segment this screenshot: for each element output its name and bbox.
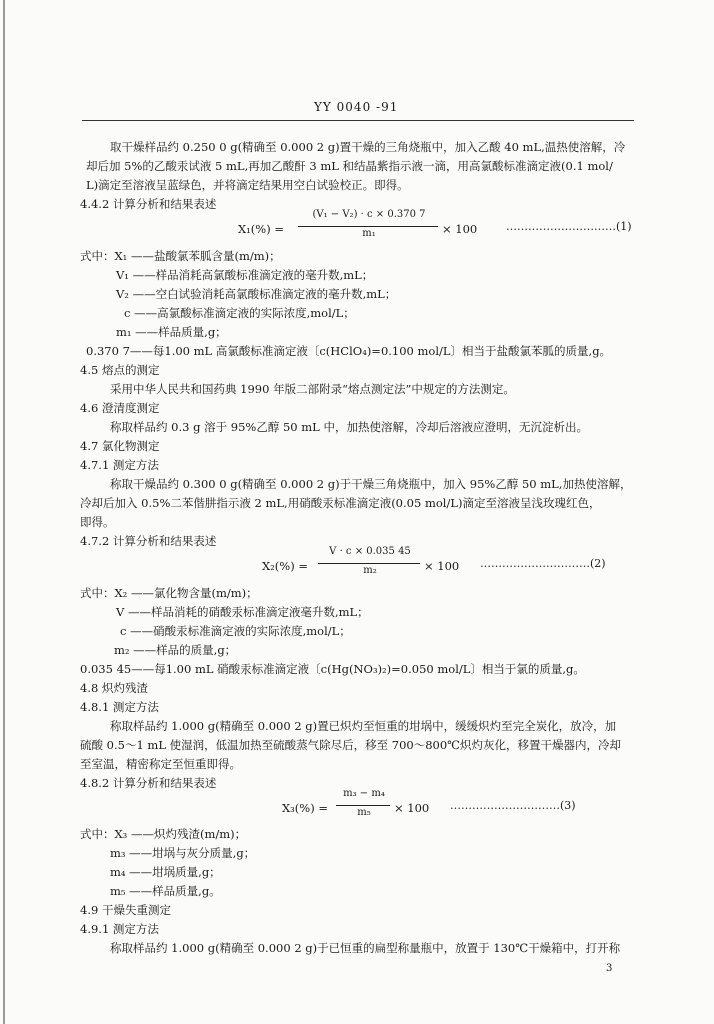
variable-def: 式中：X₃ ——炽灼残渣(m/m)； [80,827,247,841]
para-line: 称取样品约 1.000 g(精确至 0.000 2 g)于已恒重的扁型称量瓶中，放置于 130℃干燥箱中，打开称 [110,941,621,955]
variable-def: 式中：X₂ ——氯化物含量(m/m)； [80,586,258,600]
variable-def: 0.035 45——每1.00 mL 硝酸汞标准滴定液〔c(Hg(NO₃)₂)=0.050 mol/L〕相当于氯的质量,g。 [80,662,585,676]
page-number: 3 [606,963,613,974]
para-line: 称取样品约 1.000 g(精确至 0.000 2 g)置已炽灼至恒重的坩埚中，缓缓炽灼至完全炭化，放冷，加 [110,719,617,733]
variable-def: m₃ ——坩埚与灰分质量,g； [110,846,256,860]
equation-rhs: × 100 [394,801,430,815]
equation-denominator: m₅ [357,807,371,818]
variable-def: m₄ ——坩埚质量,g； [110,865,221,879]
equation-rhs: × 100 [424,559,460,573]
para-line: 取干燥样品约 0.250 0 g(精确至 0.000 2 g)置干燥的三角烧瓶中，加入乙酸 40 mL,温热使溶解，冷 [110,140,626,154]
section-heading: 4.9 干燥失重测定 [80,903,171,917]
para-line: 冷却后加入 0.5%二苯偕肼指示液 2 mL,用硝酸汞标准滴定液(0.05 mol/L)滴定至溶液呈浅玫瑰红色， [80,496,601,510]
variable-def: 0.370 7——每1.00 mL 高氯酸标准滴定液〔c(HClO₄)=0.100 mol/L〕相当于盐酸氯苯胍的质量,g。 [86,344,612,358]
section-heading: 4.4.2 计算分析和结果表述 [80,197,217,211]
section-heading: 4.6 澄清度测定 [80,401,160,415]
equation-denominator: m₁ [362,228,376,239]
equation-denominator: m₂ [363,565,377,576]
equation-numerator: V · c × 0.035 45 [329,546,411,557]
equation-numerator: m₃ − m₄ [343,788,385,799]
para-line: 即得。 [80,515,115,529]
variable-def: 式中：X₁ ——盐酸氯苯胍含量(m/m)； [80,249,281,263]
para-line: 采用中华人民共和国药典 1990 年版二部附录“熔点测定法”中规定的方法测定。 [110,382,515,396]
section-heading: 4.8.2 计算分析和结果表述 [80,776,217,790]
fraction-bar [318,563,420,564]
section-heading: 4.8.1 测定方法 [80,700,159,714]
section-heading: 4.5 熔点的测定 [80,363,160,377]
equation-number: …………………………(2) [480,557,606,570]
variable-def: m₁ ——样品质量,g； [116,325,227,339]
variable-def: V ——样品消耗的硝酸汞标准滴定液毫升数,mL； [116,605,369,619]
fraction-bar [298,226,438,227]
section-heading: 4.7.1 测定方法 [80,458,159,472]
equation-number: …………………………(3) [450,799,576,812]
variable-def: c ——高氯酸标准滴定液的实际浓度,mol/L； [124,306,355,320]
equation-number: …………………………(1) [506,220,632,233]
variable-def: V₂ ——空白试验消耗高氯酸标准滴定液的毫升数,mL； [116,287,397,301]
header-rule [82,120,634,121]
section-heading: 4.9.1 测定方法 [80,922,159,936]
section-heading: 4.7.2 计算分析和结果表述 [80,534,217,548]
equation-lhs: X₂(%) = [262,559,308,573]
variable-def: m₂ ——样品的质量,g； [114,643,237,657]
para-line: 硫酸 0.5～1 mL 使湿润，低温加热至硫酸蒸气除尽后，移至 700～800℃炽灼灰化，移置干燥器内，冷却 [80,738,622,752]
equation-rhs: × 100 [442,222,478,236]
fraction-bar [336,805,390,806]
para-line: 称取干燥品约 0.300 0 g(精确至 0.000 2 g)于干燥三角烧瓶中，加入 95%乙醇 50 mL,加热使溶解， [110,477,632,491]
equation-lhs: X₁(%) = [238,222,284,236]
variable-def: V₁ ——样品消耗高氯酸标准滴定液的毫升数,mL； [116,268,374,282]
section-heading: 4.8 炽灼残渣 [80,681,148,695]
scan-edge [3,0,5,1024]
equation-lhs: X₃(%) = [282,801,328,815]
para-line: 至室温，精密称定至恒重即得。 [80,757,241,771]
para-line: 却后加 5%的乙酸汞试液 5 mL,再加乙酸酐 3 mL 和结晶紫指示液一滴，用高氯酸标准滴定液(0.1 mol/ [86,159,613,173]
variable-def: c ——硝酸汞标准滴定液的实际浓度,mol/L； [120,624,351,638]
variable-def: m₅ ——样品质量,g。 [110,884,221,898]
section-heading: 4.7 氯化物测定 [80,439,160,453]
para-line: 称取样品约 0.3 g 溶于 95%乙醇 50 mL 中，加热使溶解，冷却后溶液应澄明，无沉淀析出。 [110,420,588,434]
standard-code: YY 0040 -91 [314,100,399,114]
para-line: L)滴定至溶液呈蓝绿色，并将滴定结果用空白试验校正。即得。 [86,178,409,192]
equation-numerator: (V₁ − V₂) · c × 0.370 7 [312,209,426,220]
